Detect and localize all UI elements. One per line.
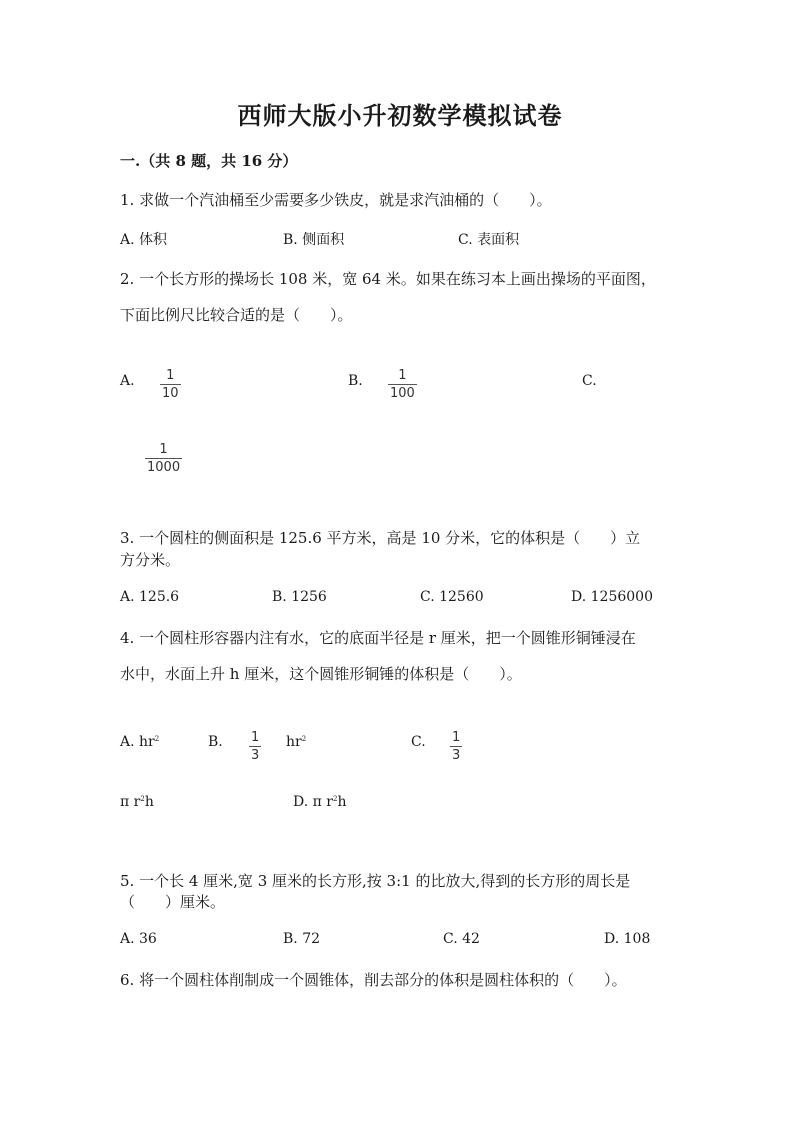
question-5-option-d[interactable]: D. 108 xyxy=(604,931,651,947)
question-2-fraction-a xyxy=(160,368,181,401)
option-c-text-end: h xyxy=(144,794,154,810)
question-1-option-a[interactable]: A. 体积 xyxy=(120,232,168,248)
question-4-option-d[interactable] xyxy=(293,794,346,810)
question-4-fraction-c xyxy=(450,730,462,763)
fraction-bar xyxy=(450,746,462,747)
fraction-denominator: 10 xyxy=(162,386,179,401)
fraction-denominator: 3 xyxy=(452,748,461,763)
fraction-bar xyxy=(388,384,417,385)
fraction-numerator: 1 xyxy=(398,368,407,383)
question-1-option-b[interactable]: B. 侧面积 xyxy=(283,232,345,248)
question-4-option-c[interactable]: C. xyxy=(411,734,426,750)
fraction-numerator: 1 xyxy=(251,730,260,745)
superscript: 2 xyxy=(301,735,307,743)
question-4-option-c-expression xyxy=(120,794,154,810)
superscript: 2 xyxy=(140,795,145,803)
question-2-line-1: 2. 一个长方形的操场长 108 米，宽 64 米。如果在练习本上画出操场的平面图， xyxy=(120,270,656,288)
question-3-line-1: 3. 一个圆柱的侧面积是 125.6 平方米，高是 10 分米，它的体积是（ ）立 xyxy=(120,529,641,547)
question-2-fraction-c xyxy=(145,442,182,475)
option-b-text: hr xyxy=(286,734,302,750)
question-4-fraction-b xyxy=(249,730,261,763)
question-4-line-1: 4. 一个圆柱形容器内注有水，它的底面半径是 r 厘米，把一个圆锥形铜锤浸在 xyxy=(120,629,636,647)
question-5-option-b[interactable]: B. 72 xyxy=(283,931,321,947)
question-1-option-c[interactable]: C. 表面积 xyxy=(458,232,520,248)
question-1-text: 1. 求做一个汽油桶至少需要多少铁皮，就是求汽油桶的（ ）。 xyxy=(120,191,552,209)
question-2-option-b[interactable]: B. xyxy=(348,373,363,389)
fraction-denominator: 3 xyxy=(251,748,260,763)
question-4-option-b[interactable]: B. xyxy=(208,734,223,750)
section-heading: 一.（共 8 题，共 16 分） xyxy=(120,152,298,170)
fraction-bar xyxy=(249,746,261,747)
question-5-option-a[interactable]: A. 36 xyxy=(120,931,157,947)
question-2-line-2: 下面比例尺比较合适的是（ ）。 xyxy=(120,306,353,324)
option-c-text: π r xyxy=(120,794,141,810)
question-3-option-d[interactable]: D. 1256000 xyxy=(571,589,653,605)
question-2-option-a[interactable]: A. xyxy=(120,373,135,389)
option-d-text-end: h xyxy=(337,794,347,810)
question-4-option-b-expression xyxy=(286,734,306,750)
fraction-numerator: 1 xyxy=(166,368,175,383)
question-2-option-c[interactable]: C. xyxy=(582,373,597,389)
question-3-line-2: 方分米。 xyxy=(120,551,181,569)
question-5-line-2: （ ）厘米。 xyxy=(120,893,226,911)
question-5-option-c[interactable]: C. 42 xyxy=(443,931,480,947)
page-title: 西师大版小升初数学模拟试卷 xyxy=(237,101,563,130)
fraction-bar xyxy=(145,458,182,459)
option-a-text: A. hr xyxy=(120,734,155,750)
superscript: 2 xyxy=(332,795,338,803)
fraction-denominator: 100 xyxy=(390,386,415,401)
fraction-numerator: 1 xyxy=(159,442,168,457)
fraction-denominator: 1000 xyxy=(147,460,181,475)
question-6-text: 6. 将一个圆柱体削制成一个圆锥体，削去部分的体积是圆柱体积的（ ）。 xyxy=(120,971,627,989)
question-3-option-c[interactable]: C. 12560 xyxy=(420,589,484,605)
fraction-numerator: 1 xyxy=(452,730,461,745)
question-3-option-b[interactable]: B. 1256 xyxy=(272,589,327,605)
option-d-text: D. π r xyxy=(293,794,333,810)
question-4-line-2: 水中，水面上升 h 厘米，这个圆锥形铜锤的体积是（ ）。 xyxy=(120,665,522,683)
question-2-fraction-b xyxy=(388,368,417,401)
superscript: 2 xyxy=(154,735,160,743)
question-4-option-a[interactable] xyxy=(120,734,159,750)
question-5-line-1: 5. 一个长 4 厘米,宽 3 厘米的长方形,按 3:1 的比放大,得到的长方形的周长是 xyxy=(120,872,631,890)
fraction-bar xyxy=(160,384,181,385)
question-3-option-a[interactable]: A. 125.6 xyxy=(120,589,180,605)
